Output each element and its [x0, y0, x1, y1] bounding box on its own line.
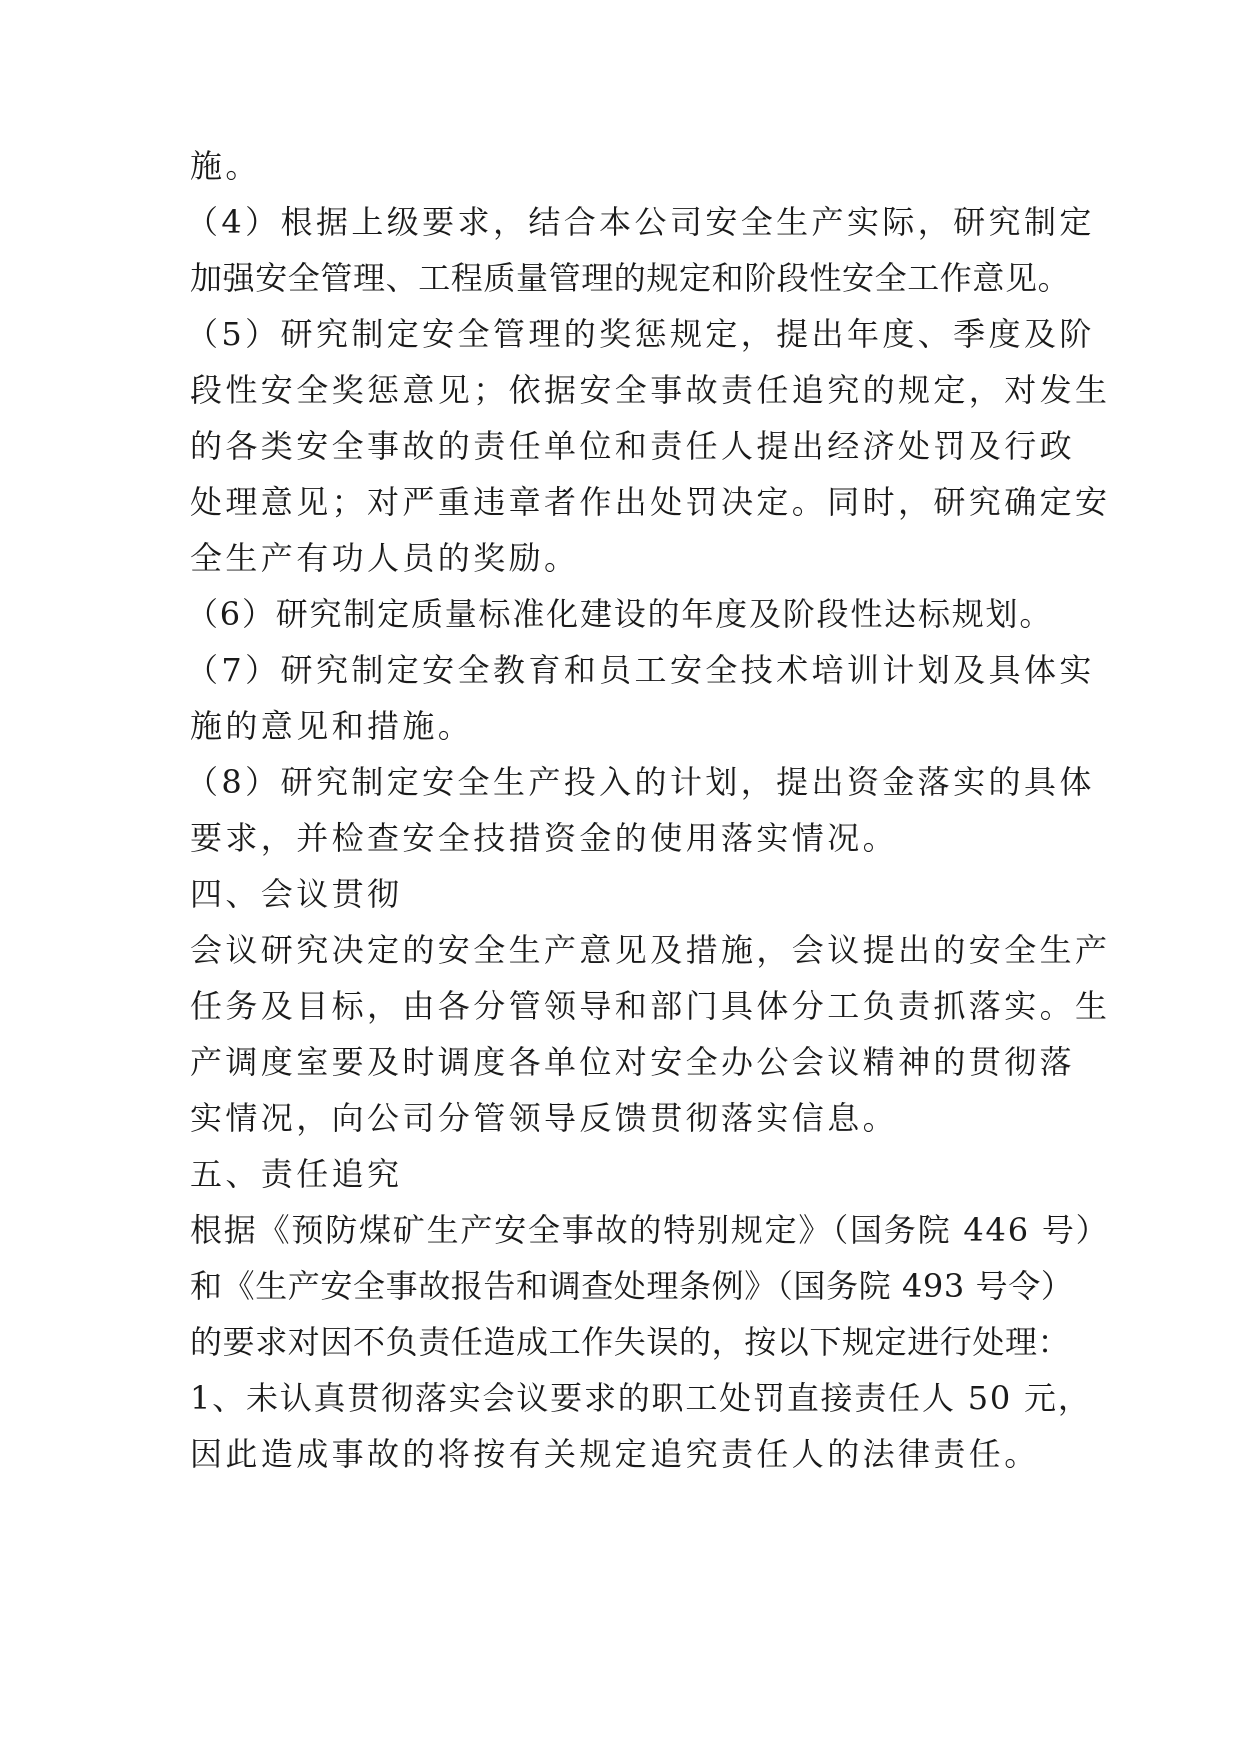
text-line: 的各类安全事故的责任单位和责任人提出经济处罚及行政 [190, 427, 1076, 465]
text-line: 实情况，向公司分管领导反馈贯彻落实信息。 [190, 1099, 899, 1137]
text-line: （5）研究制定安全管理的奖惩规定，提出年度、季度及阶 [186, 315, 1095, 353]
text-line: （7）研究制定安全教育和员工安全技术培训计划及具体实 [186, 651, 1095, 689]
text-line: 施的意见和措施。 [190, 707, 474, 745]
text-line: 根据《预防煤矿生产安全事故的特别规定》（国务院 446 号） [190, 1211, 1110, 1249]
section-heading: 五、责任追究 [190, 1155, 403, 1193]
text-line: （6）研究制定质量标准化建设的年度及阶段性达标规划。 [186, 595, 1054, 633]
text-line: 处理意见；对严重违章者作出处罚决定。同时，研究确定安 [190, 483, 1111, 521]
text-line: 施。 [190, 147, 261, 185]
text-line: （8）研究制定安全生产投入的计划，提出资金落实的具体 [186, 763, 1095, 801]
text-line: 会议研究决定的安全生产意见及措施，会议提出的安全生产 [190, 931, 1111, 969]
text-line: （4）根据上级要求，结合本公司安全生产实际，研究制定 [186, 203, 1095, 241]
text-line: 因此造成事故的将按有关规定追究责任人的法律责任。 [190, 1435, 1040, 1473]
text-line: 产调度室要及时调度各单位对安全办公会议精神的贯彻落 [190, 1043, 1076, 1081]
text-line: 全生产有功人员的奖励。 [190, 539, 580, 577]
text-line: 段性安全奖惩意见；依据安全事故责任追究的规定，对发生 [190, 371, 1111, 409]
text-line: 任务及目标，由各分管领导和部门具体分工负责抓落实。生 [190, 987, 1111, 1025]
text-line: 的要求对因不负责任造成工作失误的，按以下规定进行处理： [190, 1323, 1071, 1361]
text-line: 和《生产安全事故报告和调查处理条例》（国务院 493 号令） [190, 1267, 1074, 1305]
text-line: 1、未认真贯彻落实会议要求的职工处罚直接责任人 50 元， [190, 1379, 1092, 1417]
section-heading: 四、会议贯彻 [190, 875, 403, 913]
text-line: 加强安全管理、工程质量管理的规定和阶段性安全工作意见。 [190, 259, 1071, 297]
text-line: 要求，并检查安全技措资金的使用落实情况。 [190, 819, 899, 857]
